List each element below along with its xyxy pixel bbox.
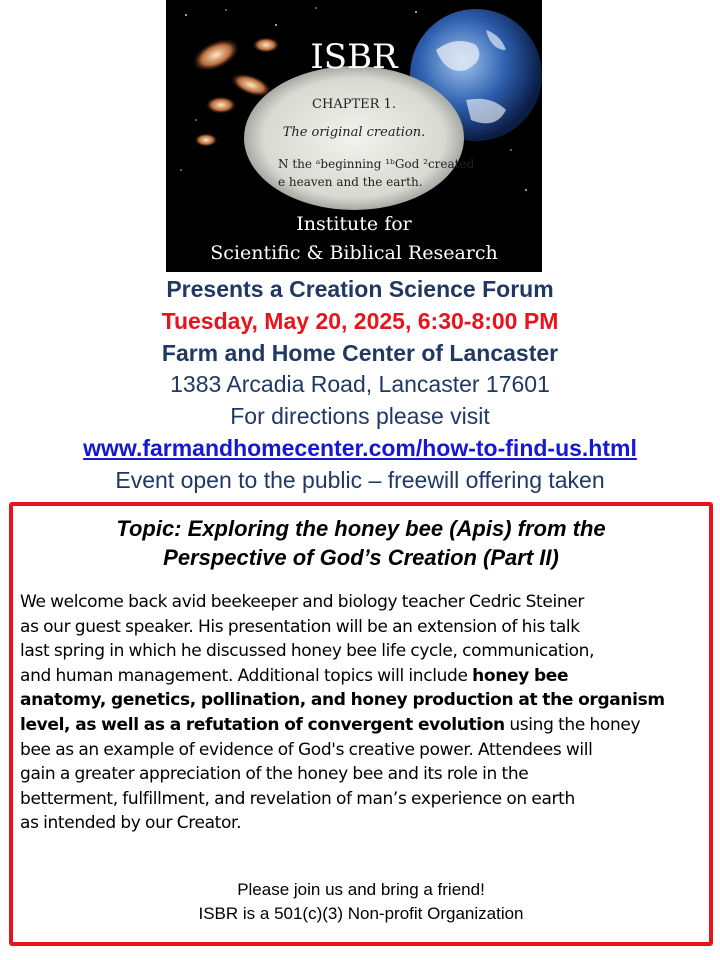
description-line: bee as an example of evidence of God's creative power. Attendees will (20, 739, 593, 760)
description-line (20, 713, 710, 738)
logo-chapter: CHAPTER 1. (312, 97, 396, 112)
logo-org-full-line1: Institute for (296, 213, 412, 235)
logo-org-full-line2: Scientific & Biblical Research (210, 242, 498, 264)
topic-box (9, 502, 713, 946)
public-offering-note: Event open to the public – freewill offering taken (115, 467, 605, 493)
description-line: as intended by our Creator. (20, 813, 242, 834)
directions-link-line (0, 435, 720, 462)
description-text: using the honey (504, 714, 641, 735)
description-line: We welcome back avid beekeeper and biology teacher Cedric Steiner (20, 592, 585, 612)
logo-verse-line2: e heaven and the earth. (278, 175, 423, 189)
venue-address: 1383 Arcadia Road, Lancaster 17601 (170, 371, 550, 397)
description-paragraph (20, 590, 710, 836)
topic-line-2: Perspective of God’s Creation (Part II) (163, 545, 559, 570)
description-line (20, 688, 710, 713)
logo-chapter-subtitle: The original creation. (282, 125, 426, 140)
logo-org-short: ISBR (310, 37, 398, 77)
description-line: as our guest speaker. His presentation will be an extension of his talk (20, 616, 580, 637)
invite-text: Please join us and bring a friend! (237, 880, 485, 899)
description-line (20, 664, 710, 689)
description-bold: honey bee (472, 665, 569, 686)
description-line: gain a greater appreciation of the honey bee and its role in the (20, 764, 529, 785)
isbr-logo (166, 0, 542, 272)
event-date-time: Tuesday, May 20, 2025, 6:30-8:00 PM (161, 308, 559, 334)
nonprofit-text: ISBR is a 501(c)(3) Non-profit Organization (198, 904, 524, 923)
directions-link[interactable]: www.farmandhomecenter.com/how-to-find-us.html (83, 435, 637, 461)
venue-name: Farm and Home Center of Lancaster (161, 340, 559, 366)
description-bold: level, as well as a refutation of convergent evolution (20, 714, 505, 735)
description-line: last spring in which he discussed honey bee life cycle, communication, (20, 641, 595, 662)
topic-line-1: Topic: Exploring the honey bee (Apis) from the (116, 516, 606, 541)
logo-verse-line1: N the ᵃbeginning ¹ᵇGod ²created (278, 157, 475, 171)
directions-text: For directions please visit (230, 403, 490, 429)
description-bold: anatomy, genetics, pollination, and honey production at the organism (20, 690, 665, 711)
description-line: betterment, fulfillment, and revelation of man’s experience on earth (20, 788, 575, 809)
topic-heading (13, 514, 709, 572)
description-text: and human management. Additional topics will include (20, 665, 473, 686)
presents-line: Presents a Creation Science Forum (166, 276, 554, 302)
